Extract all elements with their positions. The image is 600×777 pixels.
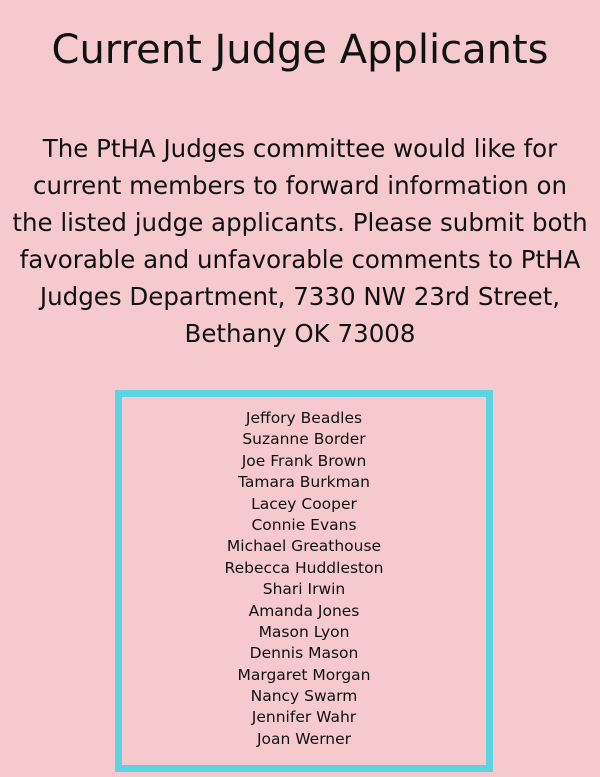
applicant-name: Shari Irwin <box>262 580 346 599</box>
applicant-name: Mason Lyon <box>258 622 350 641</box>
applicant-name: Margaret Morgan <box>237 665 371 684</box>
applicant-name: Nancy Swarm <box>250 687 358 706</box>
applicant-name: Michael Greathouse <box>226 537 382 556</box>
applicant-name: Lacey Cooper <box>251 494 357 513</box>
applicant-name: Joe Frank Brown <box>241 451 367 470</box>
page-title: Current Judge Applicants <box>51 27 549 73</box>
applicant-name: Tamara Burkman <box>237 473 371 492</box>
applicant-name: Suzanne Border <box>242 430 366 449</box>
intro-paragraph: The PtHA Judges committee would like for current members to forward information on the listed judge applicants. Please submit both favorable and unfavorable comments to PtHA Judges Department, 7330 NW 23rd Street, Bethany OK 73008 <box>12 134 588 348</box>
applicants-list <box>122 408 486 750</box>
applicant-name: Dennis Mason <box>249 644 359 663</box>
applicant-name: Connie Evans <box>251 515 357 534</box>
applicant-name: Amanda Jones <box>248 601 360 620</box>
applicants-box <box>115 390 493 772</box>
applicant-name: Jennifer Wahr <box>251 708 357 727</box>
applicant-name: Joan Werner <box>256 729 352 748</box>
applicant-name: Rebecca Huddleston <box>224 558 384 577</box>
applicant-name: Jeffory Beadles <box>245 409 363 427</box>
